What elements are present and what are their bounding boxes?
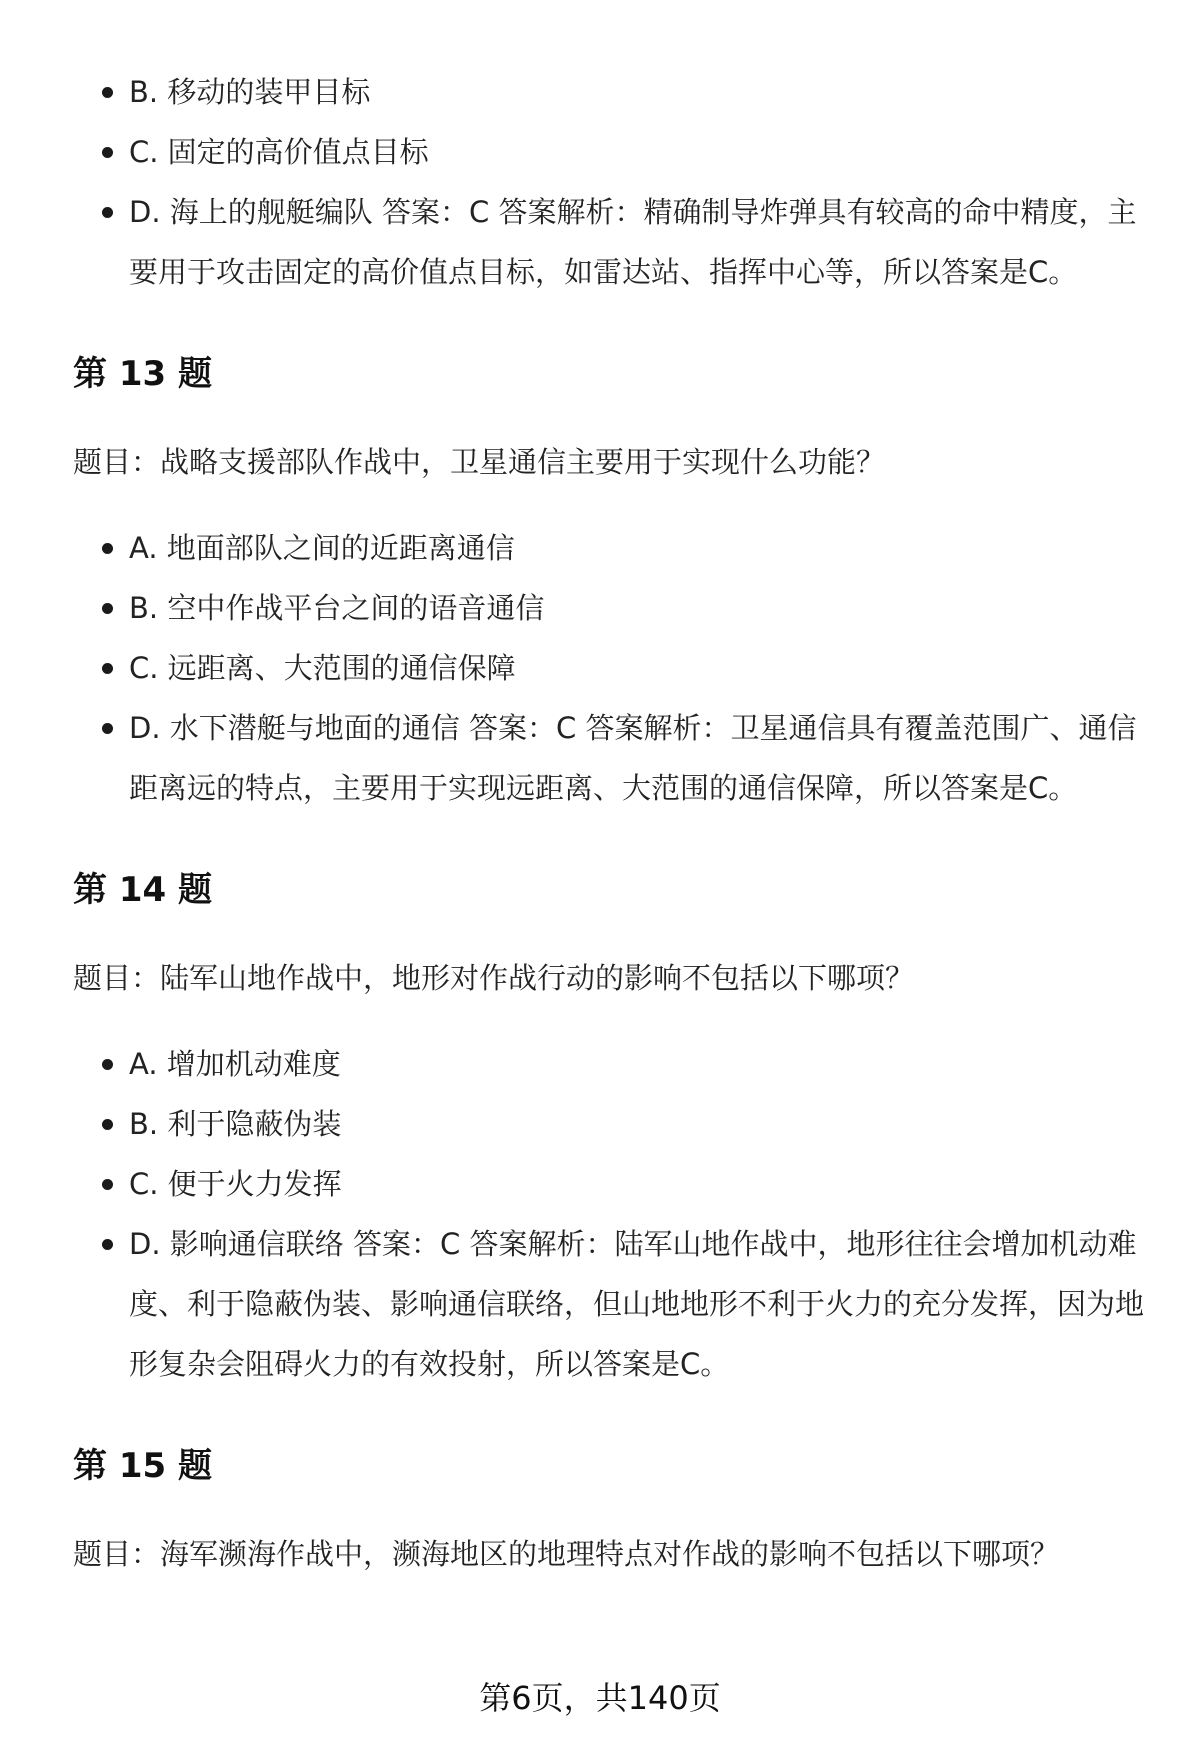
option-c [73,1154,1163,1214]
question-14-heading: 第 14 题 [73,870,212,910]
option-b [73,578,1163,638]
option-b [73,62,1163,122]
question-14-text: 题目：陆军山地作战中，地形对作战行动的影响不包括以下哪项？ [73,961,915,995]
bullet-icon [102,723,113,734]
bullet-icon [102,603,113,614]
option-d-with-answer [73,1214,1163,1394]
bullet-icon [102,1179,113,1190]
document-content [73,62,1163,1610]
option-text: C. 远距离、大范围的通信保障 [129,651,516,685]
option-text: A. 增加机动难度 [129,1047,341,1081]
bullet-icon [102,543,113,554]
option-text: B. 空中作战平台之间的语音通信 [129,591,545,625]
question-13-text: 题目：战略支援部队作战中，卫星通信主要用于实现什么功能？ [73,445,886,479]
question-15-text: 题目：海军濒海作战中，濒海地区的地理特点对作战的影响不包括以下哪项？ [73,1537,1060,1571]
bullet-icon [102,147,113,158]
bullet-icon [102,663,113,674]
question-13-options [73,518,1163,818]
question-13-heading: 第 13 题 [73,354,212,394]
option-text: B. 移动的装甲目标 [129,75,371,109]
prev-question-options [73,62,1163,302]
bullet-icon [102,1119,113,1130]
option-d-with-answer [73,182,1163,302]
option-text: A. 地面部队之间的近距离通信 [129,531,515,565]
option-c [73,638,1163,698]
option-text: D. 影响通信联络 答案：C 答案解析：陆军山地作战中，地形往往会增加机动难度、利于隐蔽伪装、影响通信联络，但山地地形不利于火力的充分发挥，因为地形复杂会阻碍火力的有效投射，所以答案是C。 [129,1227,1145,1381]
option-a [73,518,1163,578]
option-d-with-answer [73,698,1163,818]
bullet-icon [102,1239,113,1250]
page-number-footer: 第6页，共140页 [479,1679,721,1717]
bullet-icon [102,87,113,98]
option-text: C. 固定的高价值点目标 [129,135,429,169]
option-text: D. 海上的舰艇编队 答案：C 答案解析：精确制导炸弹具有较高的命中精度，主要用于攻击固定的高价值点目标，如雷达站、指挥中心等，所以答案是C。 [129,195,1137,289]
option-b [73,1094,1163,1154]
bullet-icon [102,207,113,218]
option-text: B. 利于隐蔽伪装 [129,1107,342,1141]
option-text: D. 水下潜艇与地面的通信 答案：C 答案解析：卫星通信具有覆盖范围广、通信距离远的特点，主要用于实现远距离、大范围的通信保障，所以答案是C。 [129,711,1137,805]
option-a [73,1034,1163,1094]
option-text: C. 便于火力发挥 [129,1167,342,1201]
question-15-heading: 第 15 题 [73,1446,212,1486]
question-14-options [73,1034,1163,1394]
option-c [73,122,1163,182]
bullet-icon [102,1059,113,1070]
